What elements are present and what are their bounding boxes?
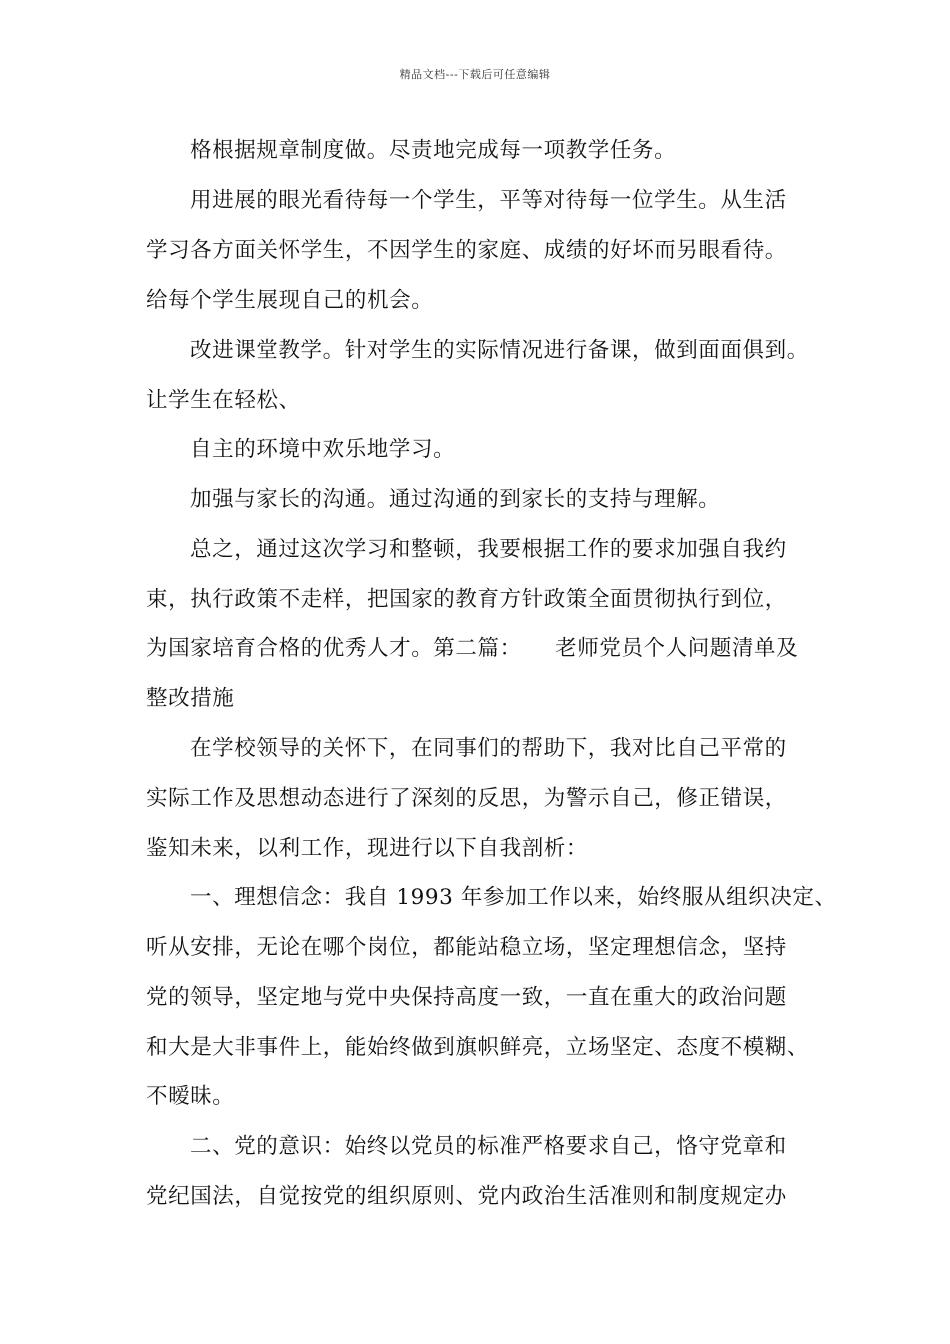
body-line: 二、党的意识：始终以党员的标准严格要求自己，恪守党章和 [190, 1134, 787, 1159]
page-header: 精品文档---下载后可任意编辑 [399, 68, 551, 81]
body-line: 加强与家长的沟通。通过沟通的到家长的支持与理解。 [190, 487, 721, 512]
body-line: 给每个学生展现自己的机会。 [146, 288, 434, 313]
body-line: 束，执行政策不走样，把国家的教育方针政策全面贯彻执行到位， [146, 587, 787, 612]
body-line: 实际工作及思想动态进行了深刻的反思，为警示自己，修正错误， [146, 786, 787, 811]
body-line: 党的领导，坚定地与党中央保持高度一致，一直在重大的政治问题 [146, 985, 787, 1010]
body-line: 在学校领导的关怀下，在同事们的帮助下，我对比自己平常的 [190, 736, 787, 761]
body-line: 不暧昧。 [146, 1084, 235, 1109]
body-line: 党纪国法，自觉按党的组织原则、党内政治生活准则和制度规定办 [146, 1184, 787, 1209]
body-line: 和大是大非事件上，能始终做到旗帜鲜亮，立场坚定、态度不模糊、 [146, 1035, 810, 1060]
body-line: 总之，通过这次学习和整顿，我要根据工作的要求加强自我约 [190, 537, 787, 562]
body-line: 自主的环境中欢乐地学习。 [190, 437, 456, 462]
body-line: 一、理想信念：我自 1993 年参加工作以来，始终服从组织决定、 [190, 885, 837, 910]
body-line: 格根据规章制度做。尽责地完成每一项教学任务。 [190, 138, 677, 163]
body-line: 为国家培育合格的优秀人才。第二篇： 老师党员个人问题清单及 [146, 636, 799, 661]
body-line: 改进课堂教学。针对学生的实际情况进行备课，做到面面俱到。 [190, 338, 809, 363]
body-line: 用进展的眼光看待每一个学生，平等对待每一位学生。从生活 [190, 188, 787, 213]
body-line: 学习各方面关怀学生，不因学生的家庭、成绩的好坏而另眼看待。 [146, 238, 787, 263]
body-line: 听从安排，无论在哪个岗位，都能站稳立场，坚定理想信念，坚持 [146, 935, 787, 960]
body-line: 让学生在轻松、 [146, 388, 301, 413]
body-line: 整改措施 [146, 686, 235, 711]
body-line: 鉴知未来，以利工作，现进行以下自我剖析： [146, 836, 589, 861]
